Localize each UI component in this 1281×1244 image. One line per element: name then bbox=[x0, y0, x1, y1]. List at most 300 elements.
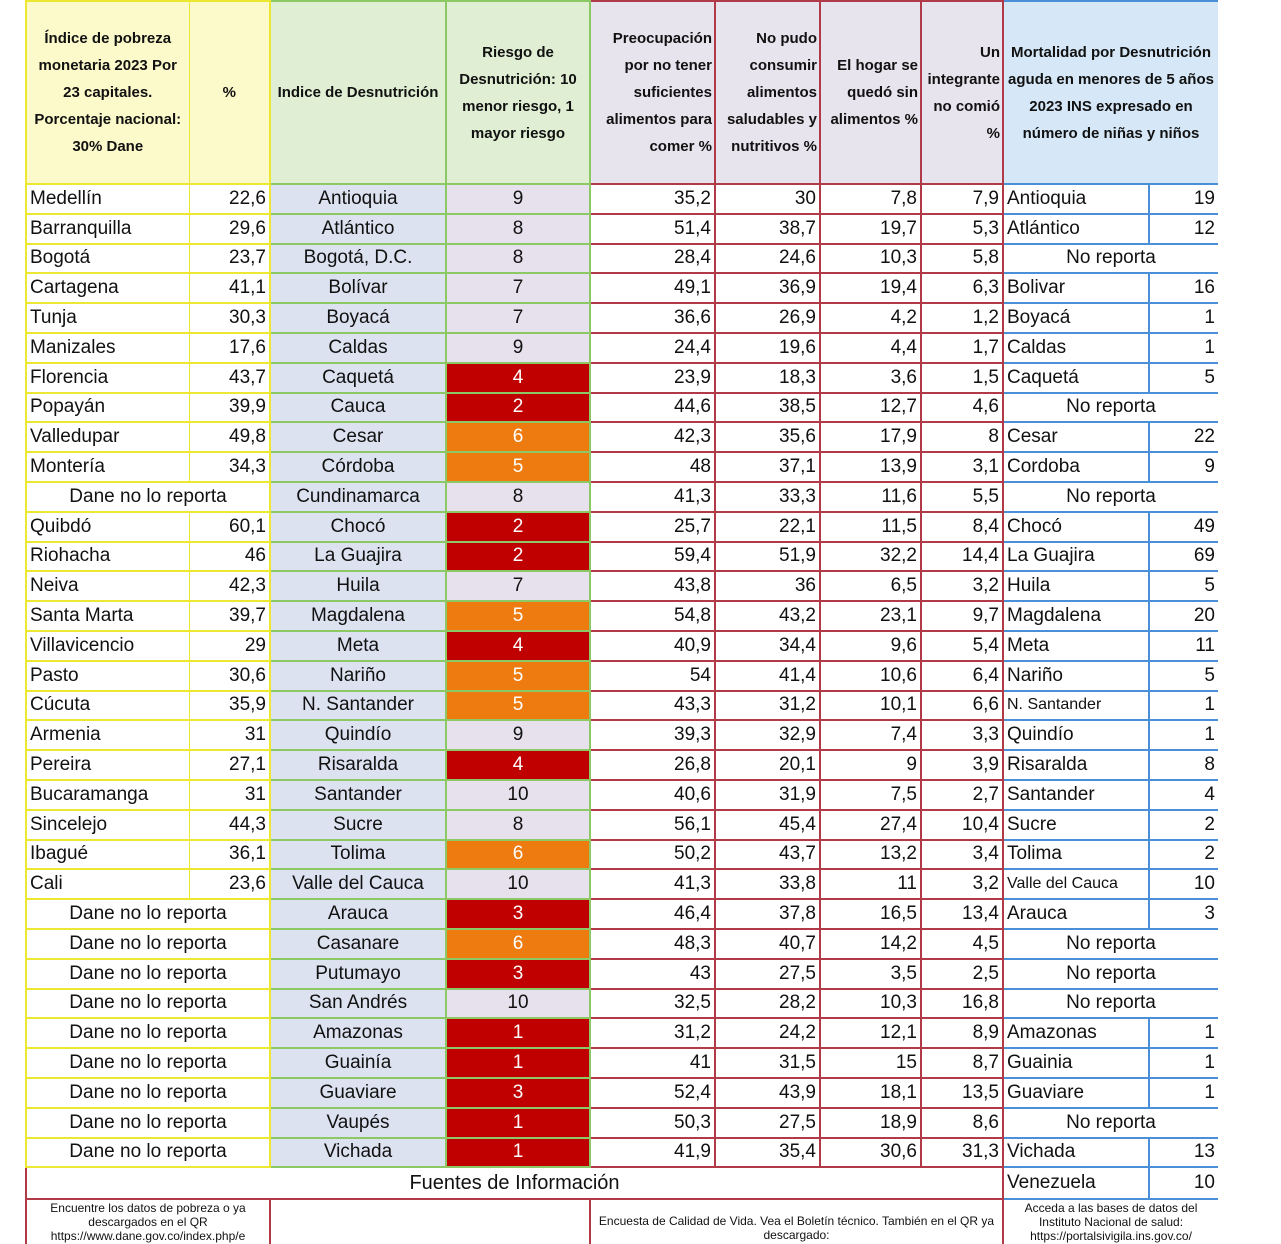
risk-cell: 3 bbox=[446, 959, 590, 989]
no-food-cell: 18,1 bbox=[820, 1078, 921, 1108]
department-cell: Sucre bbox=[270, 810, 446, 840]
poverty-percent-cell: 29 bbox=[189, 631, 270, 661]
mortality-value-cell: 4 bbox=[1149, 780, 1218, 810]
risk-cell: 5 bbox=[446, 601, 590, 631]
worry-cell: 48,3 bbox=[590, 929, 715, 959]
healthy-food-cell: 41,4 bbox=[715, 661, 820, 691]
table-row bbox=[26, 273, 1218, 303]
risk-cell: 6 bbox=[446, 422, 590, 452]
worry-cell: 59,4 bbox=[590, 542, 715, 572]
poverty-percent-cell: 23,6 bbox=[189, 869, 270, 899]
mortality-department-cell: Antioquia bbox=[1003, 184, 1149, 214]
healthy-food-cell: 28,2 bbox=[715, 989, 820, 1019]
poverty-percent-cell: 34,3 bbox=[189, 452, 270, 482]
member-no-eat-cell: 5,4 bbox=[921, 631, 1003, 661]
department-cell: Magdalena bbox=[270, 601, 446, 631]
city-cell: Popayán bbox=[26, 393, 189, 423]
no-food-cell: 11 bbox=[820, 869, 921, 899]
department-cell: Quindío bbox=[270, 720, 446, 750]
risk-cell: 10 bbox=[446, 869, 590, 899]
department-cell: Caquetá bbox=[270, 363, 446, 393]
worry-cell: 48 bbox=[590, 452, 715, 482]
member-no-eat-cell: 8,6 bbox=[921, 1108, 1003, 1138]
member-no-eat-cell: 9,7 bbox=[921, 601, 1003, 631]
risk-cell: 7 bbox=[446, 303, 590, 333]
mortality-department-cell: N. Santander bbox=[1003, 691, 1149, 721]
city-cell: Cartagena bbox=[26, 273, 189, 303]
healthy-food-cell: 38,7 bbox=[715, 214, 820, 244]
worry-cell: 46,4 bbox=[590, 899, 715, 929]
risk-cell: 5 bbox=[446, 691, 590, 721]
mortality-department-cell: Amazonas bbox=[1003, 1018, 1149, 1048]
worry-cell: 41,3 bbox=[590, 482, 715, 512]
header-mortality: Mortalidad por Desnutrición aguda en menores de 5 años 2023 INS expresado en número de niñas y niños bbox=[1003, 1, 1218, 184]
worry-cell: 31,2 bbox=[590, 1018, 715, 1048]
mortality-department-cell: Sucre bbox=[1003, 810, 1149, 840]
city-cell: Dane no lo reporta bbox=[26, 929, 270, 959]
city-cell: Bogotá bbox=[26, 244, 189, 274]
mortality-department-cell: Santander bbox=[1003, 780, 1149, 810]
healthy-food-cell: 32,9 bbox=[715, 720, 820, 750]
city-cell: Dane no lo reporta bbox=[26, 1048, 270, 1078]
city-cell: Dane no lo reporta bbox=[26, 1138, 270, 1168]
worry-cell: 24,4 bbox=[590, 333, 715, 363]
mortality-value-cell: 9 bbox=[1149, 452, 1218, 482]
department-cell: Chocó bbox=[270, 512, 446, 542]
nutrition-table-sheet bbox=[25, 0, 1218, 1244]
healthy-food-cell: 45,4 bbox=[715, 810, 820, 840]
mortality-department-cell: Meta bbox=[1003, 631, 1149, 661]
department-cell: Amazonas bbox=[270, 1018, 446, 1048]
table-row bbox=[26, 899, 1218, 929]
city-cell: Villavicencio bbox=[26, 631, 189, 661]
mortality-value-cell: 11 bbox=[1149, 631, 1218, 661]
risk-cell: 1 bbox=[446, 1108, 590, 1138]
member-no-eat-cell: 1,2 bbox=[921, 303, 1003, 333]
worry-cell: 32,5 bbox=[590, 989, 715, 1019]
department-cell: Atlántico bbox=[270, 214, 446, 244]
header-healthy: No pudo consumir alimentos saludables y nutritivos % bbox=[715, 1, 820, 184]
department-cell: Huila bbox=[270, 571, 446, 601]
table-row bbox=[26, 810, 1218, 840]
department-cell: La Guajira bbox=[270, 542, 446, 572]
department-cell: Bogotá, D.C. bbox=[270, 244, 446, 274]
no-food-cell: 11,6 bbox=[820, 482, 921, 512]
table-row bbox=[26, 631, 1218, 661]
city-cell: Neiva bbox=[26, 571, 189, 601]
no-food-cell: 10,1 bbox=[820, 691, 921, 721]
healthy-food-cell: 20,1 bbox=[715, 750, 820, 780]
mortality-value-cell: 1 bbox=[1149, 303, 1218, 333]
table-row bbox=[26, 422, 1218, 452]
poverty-percent-cell: 31 bbox=[189, 720, 270, 750]
header-member: Un integrante no comió % bbox=[921, 1, 1003, 184]
venezuela-value: 10 bbox=[1149, 1167, 1218, 1199]
table-row bbox=[26, 363, 1218, 393]
city-cell: Bucaramanga bbox=[26, 780, 189, 810]
city-cell: Dane no lo reporta bbox=[26, 1018, 270, 1048]
mortality-department-cell: No reporta bbox=[1003, 244, 1218, 274]
worry-cell: 54 bbox=[590, 661, 715, 691]
healthy-food-cell: 34,4 bbox=[715, 631, 820, 661]
no-food-cell: 13,9 bbox=[820, 452, 921, 482]
department-cell: Casanare bbox=[270, 929, 446, 959]
city-cell: Pereira bbox=[26, 750, 189, 780]
member-no-eat-cell: 3,2 bbox=[921, 869, 1003, 899]
table-row bbox=[26, 452, 1218, 482]
risk-cell: 10 bbox=[446, 989, 590, 1019]
risk-cell: 7 bbox=[446, 273, 590, 303]
worry-cell: 26,8 bbox=[590, 750, 715, 780]
mortality-department-cell: Huila bbox=[1003, 571, 1149, 601]
poverty-percent-cell: 30,6 bbox=[189, 661, 270, 691]
table-row bbox=[26, 1108, 1218, 1138]
city-cell: Tunja bbox=[26, 303, 189, 333]
table-row bbox=[26, 1018, 1218, 1048]
department-cell: Putumayo bbox=[270, 959, 446, 989]
department-cell: N. Santander bbox=[270, 691, 446, 721]
member-no-eat-cell: 3,2 bbox=[921, 571, 1003, 601]
mortality-value-cell: 2 bbox=[1149, 810, 1218, 840]
worry-cell: 50,3 bbox=[590, 1108, 715, 1138]
risk-cell: 5 bbox=[446, 661, 590, 691]
member-no-eat-cell: 4,5 bbox=[921, 929, 1003, 959]
risk-cell: 9 bbox=[446, 333, 590, 363]
worry-cell: 43,8 bbox=[590, 571, 715, 601]
city-cell: Riohacha bbox=[26, 542, 189, 572]
mortality-value-cell: 12 bbox=[1149, 214, 1218, 244]
no-food-cell: 10,3 bbox=[820, 989, 921, 1019]
no-food-cell: 18,9 bbox=[820, 1108, 921, 1138]
poverty-percent-cell: 43,7 bbox=[189, 363, 270, 393]
mortality-value-cell: 69 bbox=[1149, 542, 1218, 572]
no-food-cell: 17,9 bbox=[820, 422, 921, 452]
member-no-eat-cell: 8,9 bbox=[921, 1018, 1003, 1048]
risk-cell: 1 bbox=[446, 1138, 590, 1168]
footer-left-note: Encuentre los datos de pobreza o ya descargados en el QR https://www.dane.gov.co/index.php/e bbox=[26, 1199, 270, 1244]
mortality-value-cell: 22 bbox=[1149, 422, 1218, 452]
table-row bbox=[26, 571, 1218, 601]
mortality-value-cell: 10 bbox=[1149, 869, 1218, 899]
mortality-value-cell: 5 bbox=[1149, 363, 1218, 393]
city-cell: Dane no lo reporta bbox=[26, 482, 270, 512]
healthy-food-cell: 26,9 bbox=[715, 303, 820, 333]
risk-cell: 4 bbox=[446, 363, 590, 393]
city-cell: Florencia bbox=[26, 363, 189, 393]
sources-label: Fuentes de Información bbox=[26, 1167, 1003, 1199]
member-no-eat-cell: 16,8 bbox=[921, 989, 1003, 1019]
worry-cell: 51,4 bbox=[590, 214, 715, 244]
department-cell: Boyacá bbox=[270, 303, 446, 333]
city-cell: Dane no lo reporta bbox=[26, 989, 270, 1019]
no-food-cell: 3,6 bbox=[820, 363, 921, 393]
department-cell: Tolima bbox=[270, 840, 446, 870]
table-row bbox=[26, 780, 1218, 810]
worry-cell: 44,6 bbox=[590, 393, 715, 423]
no-food-cell: 23,1 bbox=[820, 601, 921, 631]
department-cell: Antioquia bbox=[270, 184, 446, 214]
mortality-department-cell: No reporta bbox=[1003, 393, 1218, 423]
sources-row bbox=[26, 1167, 1218, 1199]
mortality-value-cell: 2 bbox=[1149, 840, 1218, 870]
member-no-eat-cell: 6,4 bbox=[921, 661, 1003, 691]
healthy-food-cell: 33,3 bbox=[715, 482, 820, 512]
worry-cell: 40,9 bbox=[590, 631, 715, 661]
worry-cell: 50,2 bbox=[590, 840, 715, 870]
risk-cell: 8 bbox=[446, 244, 590, 274]
healthy-food-cell: 43,2 bbox=[715, 601, 820, 631]
table-row bbox=[26, 333, 1218, 363]
table-row bbox=[26, 184, 1218, 214]
risk-cell: 5 bbox=[446, 452, 590, 482]
table-row bbox=[26, 1078, 1218, 1108]
table-row bbox=[26, 929, 1218, 959]
department-cell: Santander bbox=[270, 780, 446, 810]
healthy-food-cell: 22,1 bbox=[715, 512, 820, 542]
worry-cell: 42,3 bbox=[590, 422, 715, 452]
table-row bbox=[26, 959, 1218, 989]
risk-cell: 7 bbox=[446, 571, 590, 601]
city-cell: Dane no lo reporta bbox=[26, 1108, 270, 1138]
header-row bbox=[26, 1, 1218, 184]
risk-cell: 3 bbox=[446, 1078, 590, 1108]
worry-cell: 43 bbox=[590, 959, 715, 989]
worry-cell: 49,1 bbox=[590, 273, 715, 303]
member-no-eat-cell: 8,7 bbox=[921, 1048, 1003, 1078]
no-food-cell: 19,7 bbox=[820, 214, 921, 244]
mortality-department-cell: La Guajira bbox=[1003, 542, 1149, 572]
healthy-food-cell: 33,8 bbox=[715, 869, 820, 899]
no-food-cell: 16,5 bbox=[820, 899, 921, 929]
healthy-food-cell: 38,5 bbox=[715, 393, 820, 423]
table-row bbox=[26, 393, 1218, 423]
table-row bbox=[26, 750, 1218, 780]
no-food-cell: 19,4 bbox=[820, 273, 921, 303]
poverty-percent-cell: 31 bbox=[189, 780, 270, 810]
mortality-value-cell: 1 bbox=[1149, 1078, 1218, 1108]
worry-cell: 52,4 bbox=[590, 1078, 715, 1108]
risk-cell: 2 bbox=[446, 393, 590, 423]
city-cell: Dane no lo reporta bbox=[26, 1078, 270, 1108]
table-row bbox=[26, 840, 1218, 870]
member-no-eat-cell: 8 bbox=[921, 422, 1003, 452]
poverty-percent-cell: 60,1 bbox=[189, 512, 270, 542]
table-row bbox=[26, 720, 1218, 750]
city-cell: Manizales bbox=[26, 333, 189, 363]
city-cell: Barranquilla bbox=[26, 214, 189, 244]
department-cell: Bolívar bbox=[270, 273, 446, 303]
table-row bbox=[26, 303, 1218, 333]
no-food-cell: 10,3 bbox=[820, 244, 921, 274]
no-food-cell: 6,5 bbox=[820, 571, 921, 601]
mortality-department-cell: Guainia bbox=[1003, 1048, 1149, 1078]
city-cell: Valledupar bbox=[26, 422, 189, 452]
mortality-value-cell: 20 bbox=[1149, 601, 1218, 631]
mortality-department-cell: Caldas bbox=[1003, 333, 1149, 363]
healthy-food-cell: 51,9 bbox=[715, 542, 820, 572]
mortality-value-cell: 1 bbox=[1149, 720, 1218, 750]
header-worry: Preocupación por no tener suficientes alimentos para comer % bbox=[590, 1, 715, 184]
venezuela-label: Venezuela bbox=[1003, 1167, 1149, 1199]
city-cell: Cúcuta bbox=[26, 691, 189, 721]
worry-cell: 56,1 bbox=[590, 810, 715, 840]
no-food-cell: 9,6 bbox=[820, 631, 921, 661]
risk-cell: 4 bbox=[446, 631, 590, 661]
member-no-eat-cell: 10,4 bbox=[921, 810, 1003, 840]
healthy-food-cell: 24,2 bbox=[715, 1018, 820, 1048]
healthy-food-cell: 24,6 bbox=[715, 244, 820, 274]
no-food-cell: 14,2 bbox=[820, 929, 921, 959]
no-food-cell: 11,5 bbox=[820, 512, 921, 542]
city-cell: Pasto bbox=[26, 661, 189, 691]
city-cell: Medellín bbox=[26, 184, 189, 214]
healthy-food-cell: 30 bbox=[715, 184, 820, 214]
member-no-eat-cell: 3,9 bbox=[921, 750, 1003, 780]
no-food-cell: 12,1 bbox=[820, 1018, 921, 1048]
poverty-percent-cell: 35,9 bbox=[189, 691, 270, 721]
poverty-percent-cell: 39,9 bbox=[189, 393, 270, 423]
member-no-eat-cell: 2,5 bbox=[921, 959, 1003, 989]
no-food-cell: 12,7 bbox=[820, 393, 921, 423]
mortality-value-cell: 13 bbox=[1149, 1138, 1218, 1168]
mortality-value-cell: 1 bbox=[1149, 1048, 1218, 1078]
department-cell: Caldas bbox=[270, 333, 446, 363]
mortality-department-cell: Magdalena bbox=[1003, 601, 1149, 631]
header-no-food: El hogar se quedó sin alimentos % bbox=[820, 1, 921, 184]
footer-row bbox=[26, 1199, 1218, 1244]
worry-cell: 25,7 bbox=[590, 512, 715, 542]
city-cell: Cali bbox=[26, 869, 189, 899]
table-row bbox=[26, 601, 1218, 631]
no-food-cell: 4,2 bbox=[820, 303, 921, 333]
mortality-value-cell: 19 bbox=[1149, 184, 1218, 214]
poverty-percent-cell: 39,7 bbox=[189, 601, 270, 631]
table-row bbox=[26, 214, 1218, 244]
healthy-food-cell: 36,9 bbox=[715, 273, 820, 303]
header-percent: % bbox=[189, 1, 270, 184]
healthy-food-cell: 19,6 bbox=[715, 333, 820, 363]
member-no-eat-cell: 2,7 bbox=[921, 780, 1003, 810]
mortality-value-cell: 16 bbox=[1149, 273, 1218, 303]
member-no-eat-cell: 3,4 bbox=[921, 840, 1003, 870]
poverty-percent-cell: 44,3 bbox=[189, 810, 270, 840]
poverty-percent-cell: 23,7 bbox=[189, 244, 270, 274]
mortality-department-cell: Boyacá bbox=[1003, 303, 1149, 333]
no-food-cell: 7,8 bbox=[820, 184, 921, 214]
table-row bbox=[26, 989, 1218, 1019]
risk-cell: 6 bbox=[446, 929, 590, 959]
no-food-cell: 27,4 bbox=[820, 810, 921, 840]
risk-cell: 8 bbox=[446, 810, 590, 840]
department-cell: Cauca bbox=[270, 393, 446, 423]
poverty-percent-cell: 22,6 bbox=[189, 184, 270, 214]
risk-cell: 6 bbox=[446, 840, 590, 870]
member-no-eat-cell: 1,7 bbox=[921, 333, 1003, 363]
table-body bbox=[26, 184, 1218, 1167]
table-row bbox=[26, 691, 1218, 721]
no-food-cell: 32,2 bbox=[820, 542, 921, 572]
no-food-cell: 10,6 bbox=[820, 661, 921, 691]
header-risk: Riesgo de Desnutrición: 10 menor riesgo, 1 mayor riesgo bbox=[446, 1, 590, 184]
city-cell: Armenia bbox=[26, 720, 189, 750]
table-row bbox=[26, 482, 1218, 512]
mortality-value-cell: 3 bbox=[1149, 899, 1218, 929]
department-cell: San Andrés bbox=[270, 989, 446, 1019]
worry-cell: 54,8 bbox=[590, 601, 715, 631]
city-cell: Ibagué bbox=[26, 840, 189, 870]
member-no-eat-cell: 31,3 bbox=[921, 1138, 1003, 1168]
table-row bbox=[26, 1048, 1218, 1078]
worry-cell: 41 bbox=[590, 1048, 715, 1078]
risk-cell: 4 bbox=[446, 750, 590, 780]
healthy-food-cell: 37,1 bbox=[715, 452, 820, 482]
mortality-department-cell: Quindío bbox=[1003, 720, 1149, 750]
mortality-value-cell: 1 bbox=[1149, 333, 1218, 363]
poverty-percent-cell: 41,1 bbox=[189, 273, 270, 303]
mortality-department-cell: Tolima bbox=[1003, 840, 1149, 870]
department-cell: Cesar bbox=[270, 422, 446, 452]
no-food-cell: 9 bbox=[820, 750, 921, 780]
member-no-eat-cell: 13,4 bbox=[921, 899, 1003, 929]
poverty-percent-cell: 36,1 bbox=[189, 840, 270, 870]
mortality-value-cell: 1 bbox=[1149, 691, 1218, 721]
no-food-cell: 7,4 bbox=[820, 720, 921, 750]
department-cell: Cundinamarca bbox=[270, 482, 446, 512]
worry-cell: 28,4 bbox=[590, 244, 715, 274]
department-cell: Córdoba bbox=[270, 452, 446, 482]
risk-cell: 10 bbox=[446, 780, 590, 810]
city-cell: Dane no lo reporta bbox=[26, 899, 270, 929]
healthy-food-cell: 31,2 bbox=[715, 691, 820, 721]
mortality-value-cell: 5 bbox=[1149, 571, 1218, 601]
department-cell: Nariño bbox=[270, 661, 446, 691]
healthy-food-cell: 36 bbox=[715, 571, 820, 601]
mortality-department-cell: Bolivar bbox=[1003, 273, 1149, 303]
poverty-percent-cell: 49,8 bbox=[189, 422, 270, 452]
risk-cell: 1 bbox=[446, 1048, 590, 1078]
mortality-department-cell: Caquetá bbox=[1003, 363, 1149, 393]
worry-cell: 36,6 bbox=[590, 303, 715, 333]
header-poverty: Índice de pobreza monetaria 2023 Por 23 capitales. Porcentaje nacional: 30% Dane bbox=[26, 1, 189, 184]
member-no-eat-cell: 6,3 bbox=[921, 273, 1003, 303]
risk-cell: 1 bbox=[446, 1018, 590, 1048]
department-cell: Vaupés bbox=[270, 1108, 446, 1138]
worry-cell: 35,2 bbox=[590, 184, 715, 214]
no-food-cell: 13,2 bbox=[820, 840, 921, 870]
poverty-percent-cell: 27,1 bbox=[189, 750, 270, 780]
poverty-percent-cell: 46 bbox=[189, 542, 270, 572]
mortality-department-cell: No reporta bbox=[1003, 1108, 1218, 1138]
mortality-department-cell: No reporta bbox=[1003, 989, 1218, 1019]
table-row bbox=[26, 542, 1218, 572]
city-cell: Montería bbox=[26, 452, 189, 482]
city-cell: Santa Marta bbox=[26, 601, 189, 631]
mortality-department-cell: Arauca bbox=[1003, 899, 1149, 929]
mortality-department-cell: Risaralda bbox=[1003, 750, 1149, 780]
healthy-food-cell: 35,4 bbox=[715, 1138, 820, 1168]
nutrition-table bbox=[25, 0, 1218, 1244]
member-no-eat-cell: 4,6 bbox=[921, 393, 1003, 423]
worry-cell: 23,9 bbox=[590, 363, 715, 393]
mortality-value-cell: 8 bbox=[1149, 750, 1218, 780]
poverty-percent-cell: 42,3 bbox=[189, 571, 270, 601]
risk-cell: 2 bbox=[446, 512, 590, 542]
healthy-food-cell: 37,8 bbox=[715, 899, 820, 929]
department-cell: Valle del Cauca bbox=[270, 869, 446, 899]
no-food-cell: 15 bbox=[820, 1048, 921, 1078]
department-cell: Risaralda bbox=[270, 750, 446, 780]
worry-cell: 39,3 bbox=[590, 720, 715, 750]
